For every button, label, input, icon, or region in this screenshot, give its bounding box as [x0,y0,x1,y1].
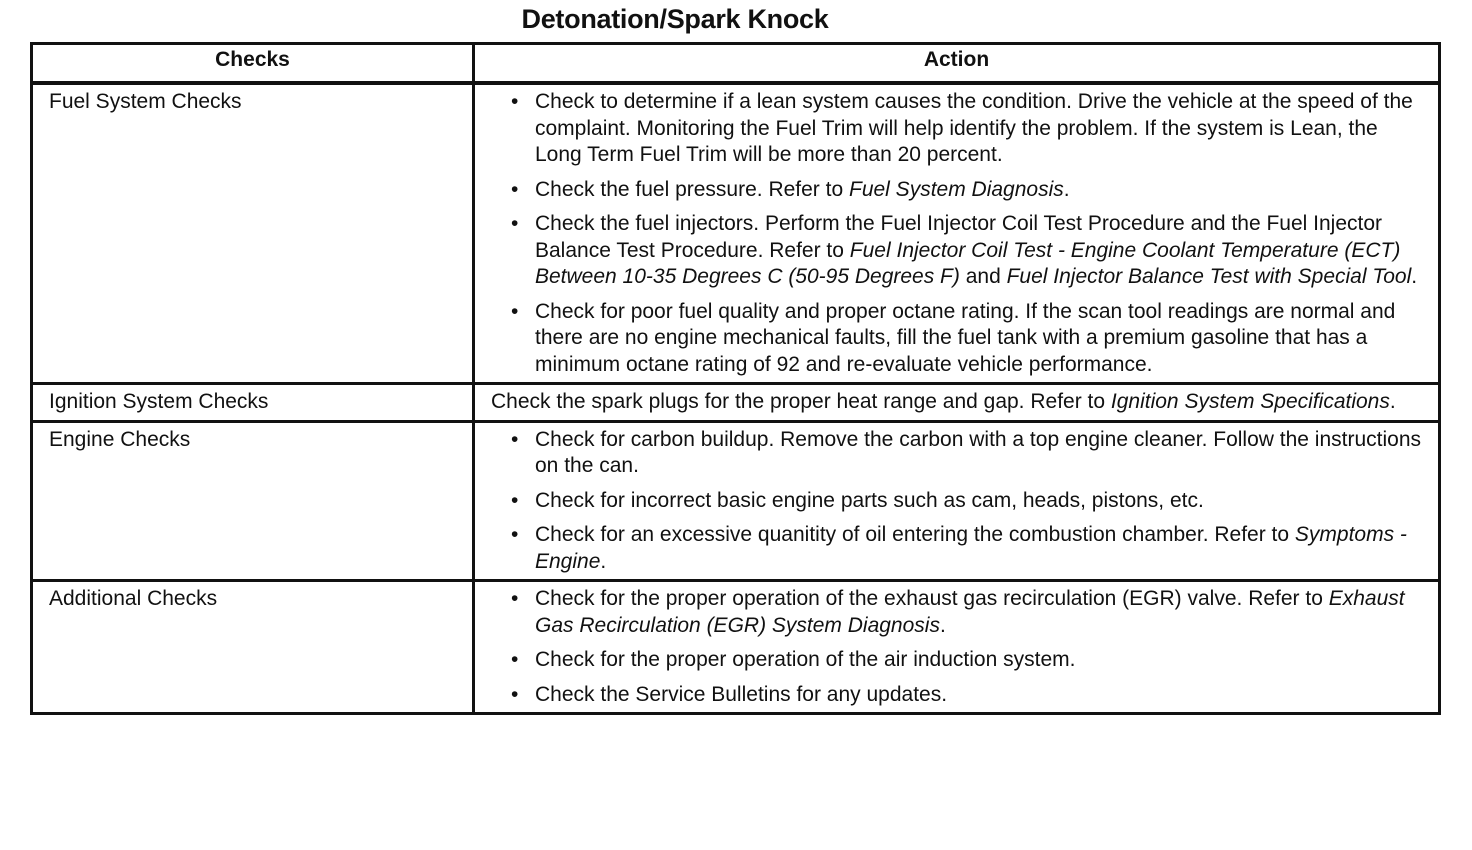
table-header-row [32,44,1440,84]
bullet-icon: • [511,90,519,113]
bullet-icon: • [511,648,519,671]
action-text-end: . [939,613,946,637]
table-row-ignition-system [32,384,1440,422]
check-label: Fuel System Checks [32,83,474,384]
action-item [475,299,1428,379]
action-item [475,177,1428,204]
action-text-end: . [1389,390,1396,413]
check-label: Engine Checks [32,421,474,581]
action-item [475,647,1428,674]
table-row-additional [32,581,1440,714]
action-text-end: . [1063,177,1070,201]
action-cell [474,581,1440,714]
check-label: Additional Checks [32,581,474,714]
action-text: Check for the proper operation of the exhaust gas recirculation (EGR) valve. Refer to [535,587,1329,610]
action-list [475,586,1428,708]
reference-link-text: Ignition System Specifications [1110,390,1390,413]
action-text: Check for incorrect basic engine parts such as cam, heads, pistons, etc. [535,488,1204,512]
action-text: Check for poor fuel quality and proper octane rating. If the scan tool readings are normal and there are no engine mechanical faults, fill the fuel tank with a premium gasoline that has a minimum octane rating of 92 and re-evaluate vehicle performance. [535,299,1396,376]
bullet-icon: • [511,427,519,451]
action-text: Check for an excessive quanitity of oil entering the combustion chamber. Refer to [535,523,1295,546]
action-text: Check the fuel pressure. Refer to [535,177,849,201]
action-item [475,586,1428,639]
reference-link-text: Fuel System Diagnosis [849,177,1064,201]
action-list [475,427,1428,576]
bullet-icon: • [511,299,519,323]
action-item [475,89,1428,169]
reference-link-text: Exhaust Gas Recirculation (EGR) System Diagnosis [535,587,1405,637]
action-text-mid: and [959,265,1007,288]
bullet-icon: • [511,682,519,706]
check-label: Ignition System Checks [32,384,474,422]
table-row-fuel-system [32,83,1440,384]
action-item [475,427,1428,480]
bullet-icon: • [511,488,519,512]
action-text-end: . [600,549,607,573]
action-text: Check the Service Bulletins for any updates. [535,682,948,706]
table-row-engine [32,421,1440,581]
action-item [475,211,1428,291]
bullet-icon: • [511,177,519,201]
action-column-header: Action [474,44,1440,84]
action-text: Check the spark plugs for the proper heat range and gap. Refer to [491,390,1111,413]
action-item [475,488,1428,515]
bullet-icon: • [511,523,519,546]
action-text: Check for carbon buildup. Remove the carbon with a top engine cleaner. Follow the instructions on the can. [535,427,1421,477]
diagnosis-table [30,42,1441,715]
action-cell [474,83,1440,384]
action-text-end: . [1411,265,1418,288]
reference-link-text: Fuel Injector Balance Test with Special Tool [1006,265,1412,288]
bullet-icon: • [511,587,519,610]
action-list [475,89,1428,378]
action-item [475,522,1428,575]
bullet-icon: • [511,212,519,235]
action-text: Check to determine if a lean system causes the condition. Drive the vehicle at the speed of the complaint. Monitoring the Fuel Trim will help identify the problem. If the system is Lean, the Long Term Fuel Trim will be more than 20 percent. [535,90,1413,166]
action-text: Check for the proper operation of the air induction system. [535,648,1076,671]
reference-link-text: Symptoms - Engine [535,523,1407,573]
checks-column-header: Checks [32,44,474,84]
action-item [475,682,1428,709]
action-text: Check the fuel injectors. Perform the Fuel Injector Coil Test Procedure and the Fuel Injector Balance Test Procedure. Refer to [535,212,1383,262]
action-cell [474,384,1440,422]
page-title: Detonation/Spark Knock [521,4,829,34]
action-cell [474,421,1440,581]
reference-link-text: Fuel Injector Coil Test - Engine Coolant Temperature (ECT) Between 10-35 Degrees C (50-95 Degrees F) [535,238,1401,288]
